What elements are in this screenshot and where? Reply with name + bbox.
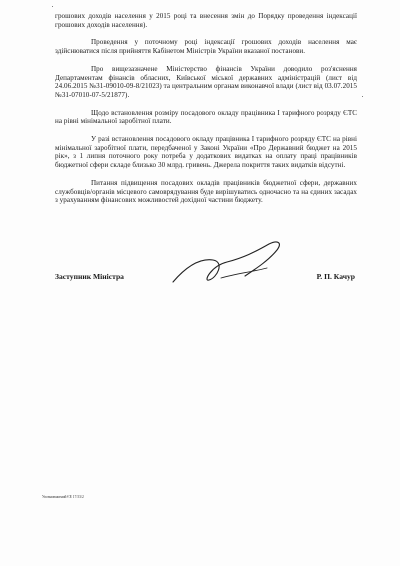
scan-speck <box>52 6 53 7</box>
scan-speck <box>362 96 363 97</box>
signature-block <box>55 256 357 316</box>
paragraph-indexation: Проведення у поточному році індексації грошових доходів населення має здійснюватися після прийняття Кабінетом Міністрів України вказаної постанови. <box>55 38 357 56</box>
letter-body <box>55 12 357 214</box>
paragraph-salary-topic: Щодо встановлення розміру посадового окладу працівника I тарифного розряду ЄТС на рівні мінімальної заробітної плати. <box>55 108 357 126</box>
paragraph-salary-increase: Питання підвищення посадових окладів працівників бюджетної сфери, державних службовців/органів місцевого самоврядування буде вирішуватись одночасно та на єдиних засадах з урахуванням фінансових можливостей дохідної частини бюджету. <box>55 178 357 205</box>
handwritten-signature <box>165 238 305 294</box>
signer-title: Заступник Міністра <box>55 272 124 281</box>
paragraph-continuation: грошових доходів населення у 2015 році та внесення змін до Порядку проведення індексації грошових доходів населення). <box>55 12 357 29</box>
signer-name: Р. П. Качур <box>316 272 355 281</box>
paragraph-clarification: Про вищезазначене Міністерство фінансів України доводило роз'яснення Департаментам фінансів обласних, Київської міської державних адміністрацій (лист від 24.06.2015 №31-09010-09-8/21023) та центральним органам виконавчої влади (лист від 03.07.2015 №31-07010-07-5/21877). <box>55 64 357 99</box>
paragraph-funding: У разі встановлення посадового окладу працівника I тарифного розряду ЄТС на рівні мінімальної заробітної плати, передбаченої у Законі України «Про Державний бюджет на 2015 рік», з 1 липня поточного року потреба у додаткових видатках на оплату праці працівників бюджетної сфери складе близько 30 млрд. гривень. Джерела покриття таких видатків відсутні. <box>55 135 357 170</box>
footer-reference: Уповноважений ЄЕ 17:53/2 <box>42 495 84 499</box>
